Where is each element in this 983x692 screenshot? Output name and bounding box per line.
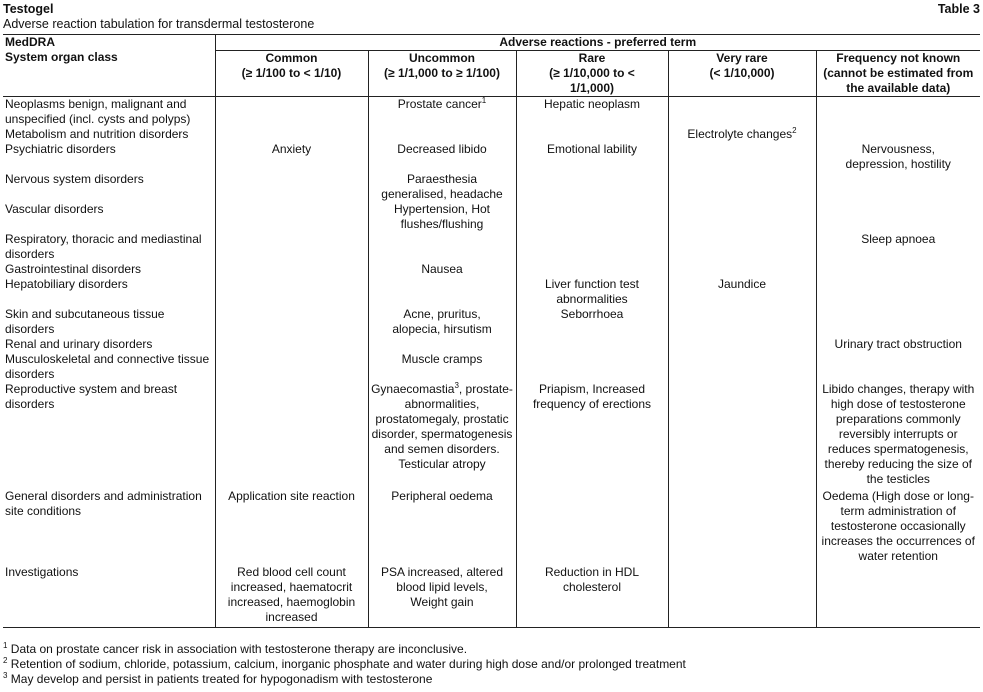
rare-cell: Liver function test abnormalities <box>516 277 668 307</box>
very-rare-cell <box>668 127 816 142</box>
very-rare-cell <box>668 307 816 337</box>
footnote-ref: 2 <box>792 126 797 135</box>
footnote-mark: 1 <box>3 641 8 650</box>
rare-cell: Emotional lability <box>516 142 668 172</box>
unknown-cell <box>816 97 980 128</box>
footnote-ref: 3 <box>454 381 459 390</box>
rare-cell <box>516 337 668 352</box>
uncommon-cell: PSA increased, altered blood lipid levels, Weight gain <box>368 565 516 627</box>
soc-cell: Investigations <box>5 565 79 579</box>
uncommon-cell <box>368 97 516 128</box>
unknown-cell: Oedema (High dose or long-term administration of testosterone occasionally increases the occurrences of water retention <box>816 489 980 565</box>
uncommon-cell <box>368 232 516 262</box>
unknown-cell <box>816 262 980 277</box>
header-uncommon-name: Uncommon <box>409 51 475 65</box>
table-row <box>3 262 980 277</box>
footnote-2 <box>3 657 980 672</box>
soc-cell: General disorders and administration site conditions <box>5 489 202 518</box>
footnote-ref: 1 <box>481 96 487 105</box>
footnote-text: Data on prostate cancer risk in association with testosterone therapy are inconclusive. <box>10 642 468 656</box>
document-subtitle: Adverse reaction tabulation for transdermal testosterone <box>3 17 315 31</box>
adverse-reaction-table <box>3 34 980 628</box>
unknown-cell <box>816 202 980 232</box>
uncommon-cell: Acne, pruritus, alopecia, hirsutism <box>368 307 516 337</box>
header-frequency-not-known <box>816 51 980 97</box>
common-cell <box>215 262 368 277</box>
unknown-cell <box>816 565 980 627</box>
table-row <box>3 172 980 202</box>
footnote-3 <box>3 672 980 687</box>
header-rare-range: (≥ 1/10,000 to < 1/1,000) <box>549 66 635 95</box>
uncommon-cell: Muscle cramps <box>368 352 516 382</box>
common-cell <box>215 352 368 382</box>
unknown-cell: Sleep apnoea <box>816 232 980 262</box>
very-rare-cell <box>668 232 816 262</box>
common-cell <box>215 232 368 262</box>
very-rare-cell <box>668 142 816 172</box>
uncommon-cell <box>368 277 516 307</box>
footnote-mark: 3 <box>3 671 8 680</box>
table-row <box>3 97 980 128</box>
uncommon-cell: Hypertension, Hot flushes/flushing <box>368 202 516 232</box>
soc-cell: Respiratory, thoracic and mediastinal disorders <box>5 232 202 261</box>
unknown-cell <box>816 127 980 142</box>
header-unknown-range: (cannot be estimated from the available data) <box>823 66 974 95</box>
table-row <box>3 565 980 627</box>
soc-column-header <box>3 35 215 97</box>
common-cell: Anxiety <box>215 142 368 172</box>
common-cell <box>215 127 368 142</box>
table-row <box>3 337 980 352</box>
soc-cell: Skin and subcutaneous tissue disorders <box>5 307 165 336</box>
common-cell <box>215 307 368 337</box>
header-unknown-name: Frequency not known <box>836 51 961 65</box>
very-rare-cell <box>668 489 816 565</box>
soc-cell: Hepatobiliary disorders <box>5 277 128 291</box>
rare-cell <box>516 127 668 142</box>
very-rare-cell <box>668 565 816 627</box>
common-cell <box>215 382 368 489</box>
header-uncommon <box>368 51 516 97</box>
unknown-cell <box>816 277 980 307</box>
footnote-text: Retention of sodium, chloride, potassium, calcium, inorganic phosphate and water during high dose and/or prolonged treatment <box>10 657 686 671</box>
uncommon-cell <box>368 382 516 489</box>
rare-cell: Priapism, Increased frequency of erections <box>516 382 668 489</box>
soc-cell: Vascular disorders <box>5 202 104 216</box>
rare-cell: Seborrhoea <box>516 307 668 337</box>
header-rare <box>516 51 668 97</box>
unknown-cell: Libido changes, therapy with high dose of testosterone preparations commonly reversibly interrupts or reduces spermatogenesis, thereby reducing the size of the testicles <box>816 382 980 489</box>
very-rare-cell <box>668 202 816 232</box>
soc-cell: Reproductive system and breast disorders <box>5 382 178 411</box>
document-header <box>3 2 980 34</box>
unknown-cell <box>816 352 980 382</box>
table-row <box>3 202 980 232</box>
rare-cell: Hepatic neoplasm <box>516 97 668 128</box>
header-common-range: (≥ 1/100 to < 1/10) <box>241 66 342 80</box>
uncommon-cell: Decreased libido <box>368 142 516 172</box>
soc-cell: Renal and urinary disorders <box>5 337 153 351</box>
uncommon-cell: Peripheral oedema <box>368 489 516 565</box>
very-rare-cell: Jaundice <box>668 277 816 307</box>
common-cell <box>215 202 368 232</box>
very-rare-cell <box>668 382 816 489</box>
rare-cell <box>516 352 668 382</box>
uncommon-cell: Paraesthesia generalised, headache <box>368 172 516 202</box>
table-row <box>3 307 980 337</box>
header-very-rare-range: (< 1/10,000) <box>709 66 775 80</box>
table-row <box>3 489 980 565</box>
soc-cell: Neoplasms benign, malignant and unspecified (incl. cysts and polyps) <box>5 97 191 126</box>
soc-cell: Metabolism and nutrition disorders <box>5 127 189 141</box>
reaction-text: Prostate cancer <box>397 97 482 111</box>
table-row <box>3 142 980 172</box>
very-rare-cell <box>668 352 816 382</box>
soc-cell: Psychiatric disorders <box>5 142 116 156</box>
uncommon-cell: Nausea <box>368 262 516 277</box>
footnote-1 <box>3 642 980 657</box>
footnote-mark: 2 <box>3 656 8 665</box>
header-very-rare <box>668 51 816 97</box>
very-rare-cell <box>668 172 816 202</box>
header-very-rare-name: Very rare <box>716 51 768 65</box>
rare-cell <box>516 232 668 262</box>
reaction-text: Electrolyte changes <box>687 127 793 141</box>
table-row <box>3 232 980 262</box>
document-title: Testogel <box>3 2 54 16</box>
common-cell <box>215 172 368 202</box>
common-cell: Application site reaction <box>215 489 368 565</box>
unknown-cell: Urinary tract obstruction <box>816 337 980 352</box>
soc-header-line2: System organ class <box>5 50 118 64</box>
very-rare-cell <box>668 262 816 277</box>
common-cell <box>215 277 368 307</box>
table-row <box>3 277 980 307</box>
footnote-text: May develop and persist in patients treated for hypogonadism with testosterone <box>10 672 433 686</box>
rare-cell: Reduction in HDL cholesterol <box>516 565 668 627</box>
unknown-cell: Nervousness, depression, hostility <box>816 142 980 172</box>
header-rare-name: Rare <box>578 51 606 65</box>
unknown-cell <box>816 307 980 337</box>
uncommon-cell <box>368 337 516 352</box>
soc-cell: Gastrointestinal disorders <box>5 262 142 276</box>
reaction-text: Gynaecomastia <box>371 382 455 396</box>
rare-cell <box>516 489 668 565</box>
adverse-reactions-group-header: Adverse reactions - preferred term <box>215 35 980 51</box>
very-rare-cell <box>668 337 816 352</box>
rare-cell <box>516 262 668 277</box>
very-rare-cell <box>668 97 816 128</box>
unknown-cell <box>816 172 980 202</box>
table-number: Table 3 <box>937 2 980 16</box>
common-cell <box>215 97 368 128</box>
reaction-text-cont: , prostate-abnormalities, prostatomegaly, prostatic disorder, spermatogenesis and semen disorders. Testicular atropy <box>371 382 513 471</box>
rare-cell <box>516 202 668 232</box>
header-common-name: Common <box>265 51 318 65</box>
soc-cell: Nervous system disorders <box>5 172 144 186</box>
header-uncommon-range: (≥ 1/1,000 to ≥ 1/100) <box>384 66 500 80</box>
soc-header-line1: MedDRA <box>5 35 55 49</box>
table-row <box>3 352 980 382</box>
common-cell: Red blood cell count increased, haematocrit increased, haemoglobin increased <box>215 565 368 627</box>
soc-cell: Musculoskeletal and connective tissue disorders <box>5 352 210 381</box>
table-row <box>3 127 980 142</box>
header-common <box>215 51 368 97</box>
rare-cell <box>516 172 668 202</box>
uncommon-cell <box>368 127 516 142</box>
footnotes <box>3 642 980 687</box>
table-row <box>3 382 980 489</box>
common-cell <box>215 337 368 352</box>
